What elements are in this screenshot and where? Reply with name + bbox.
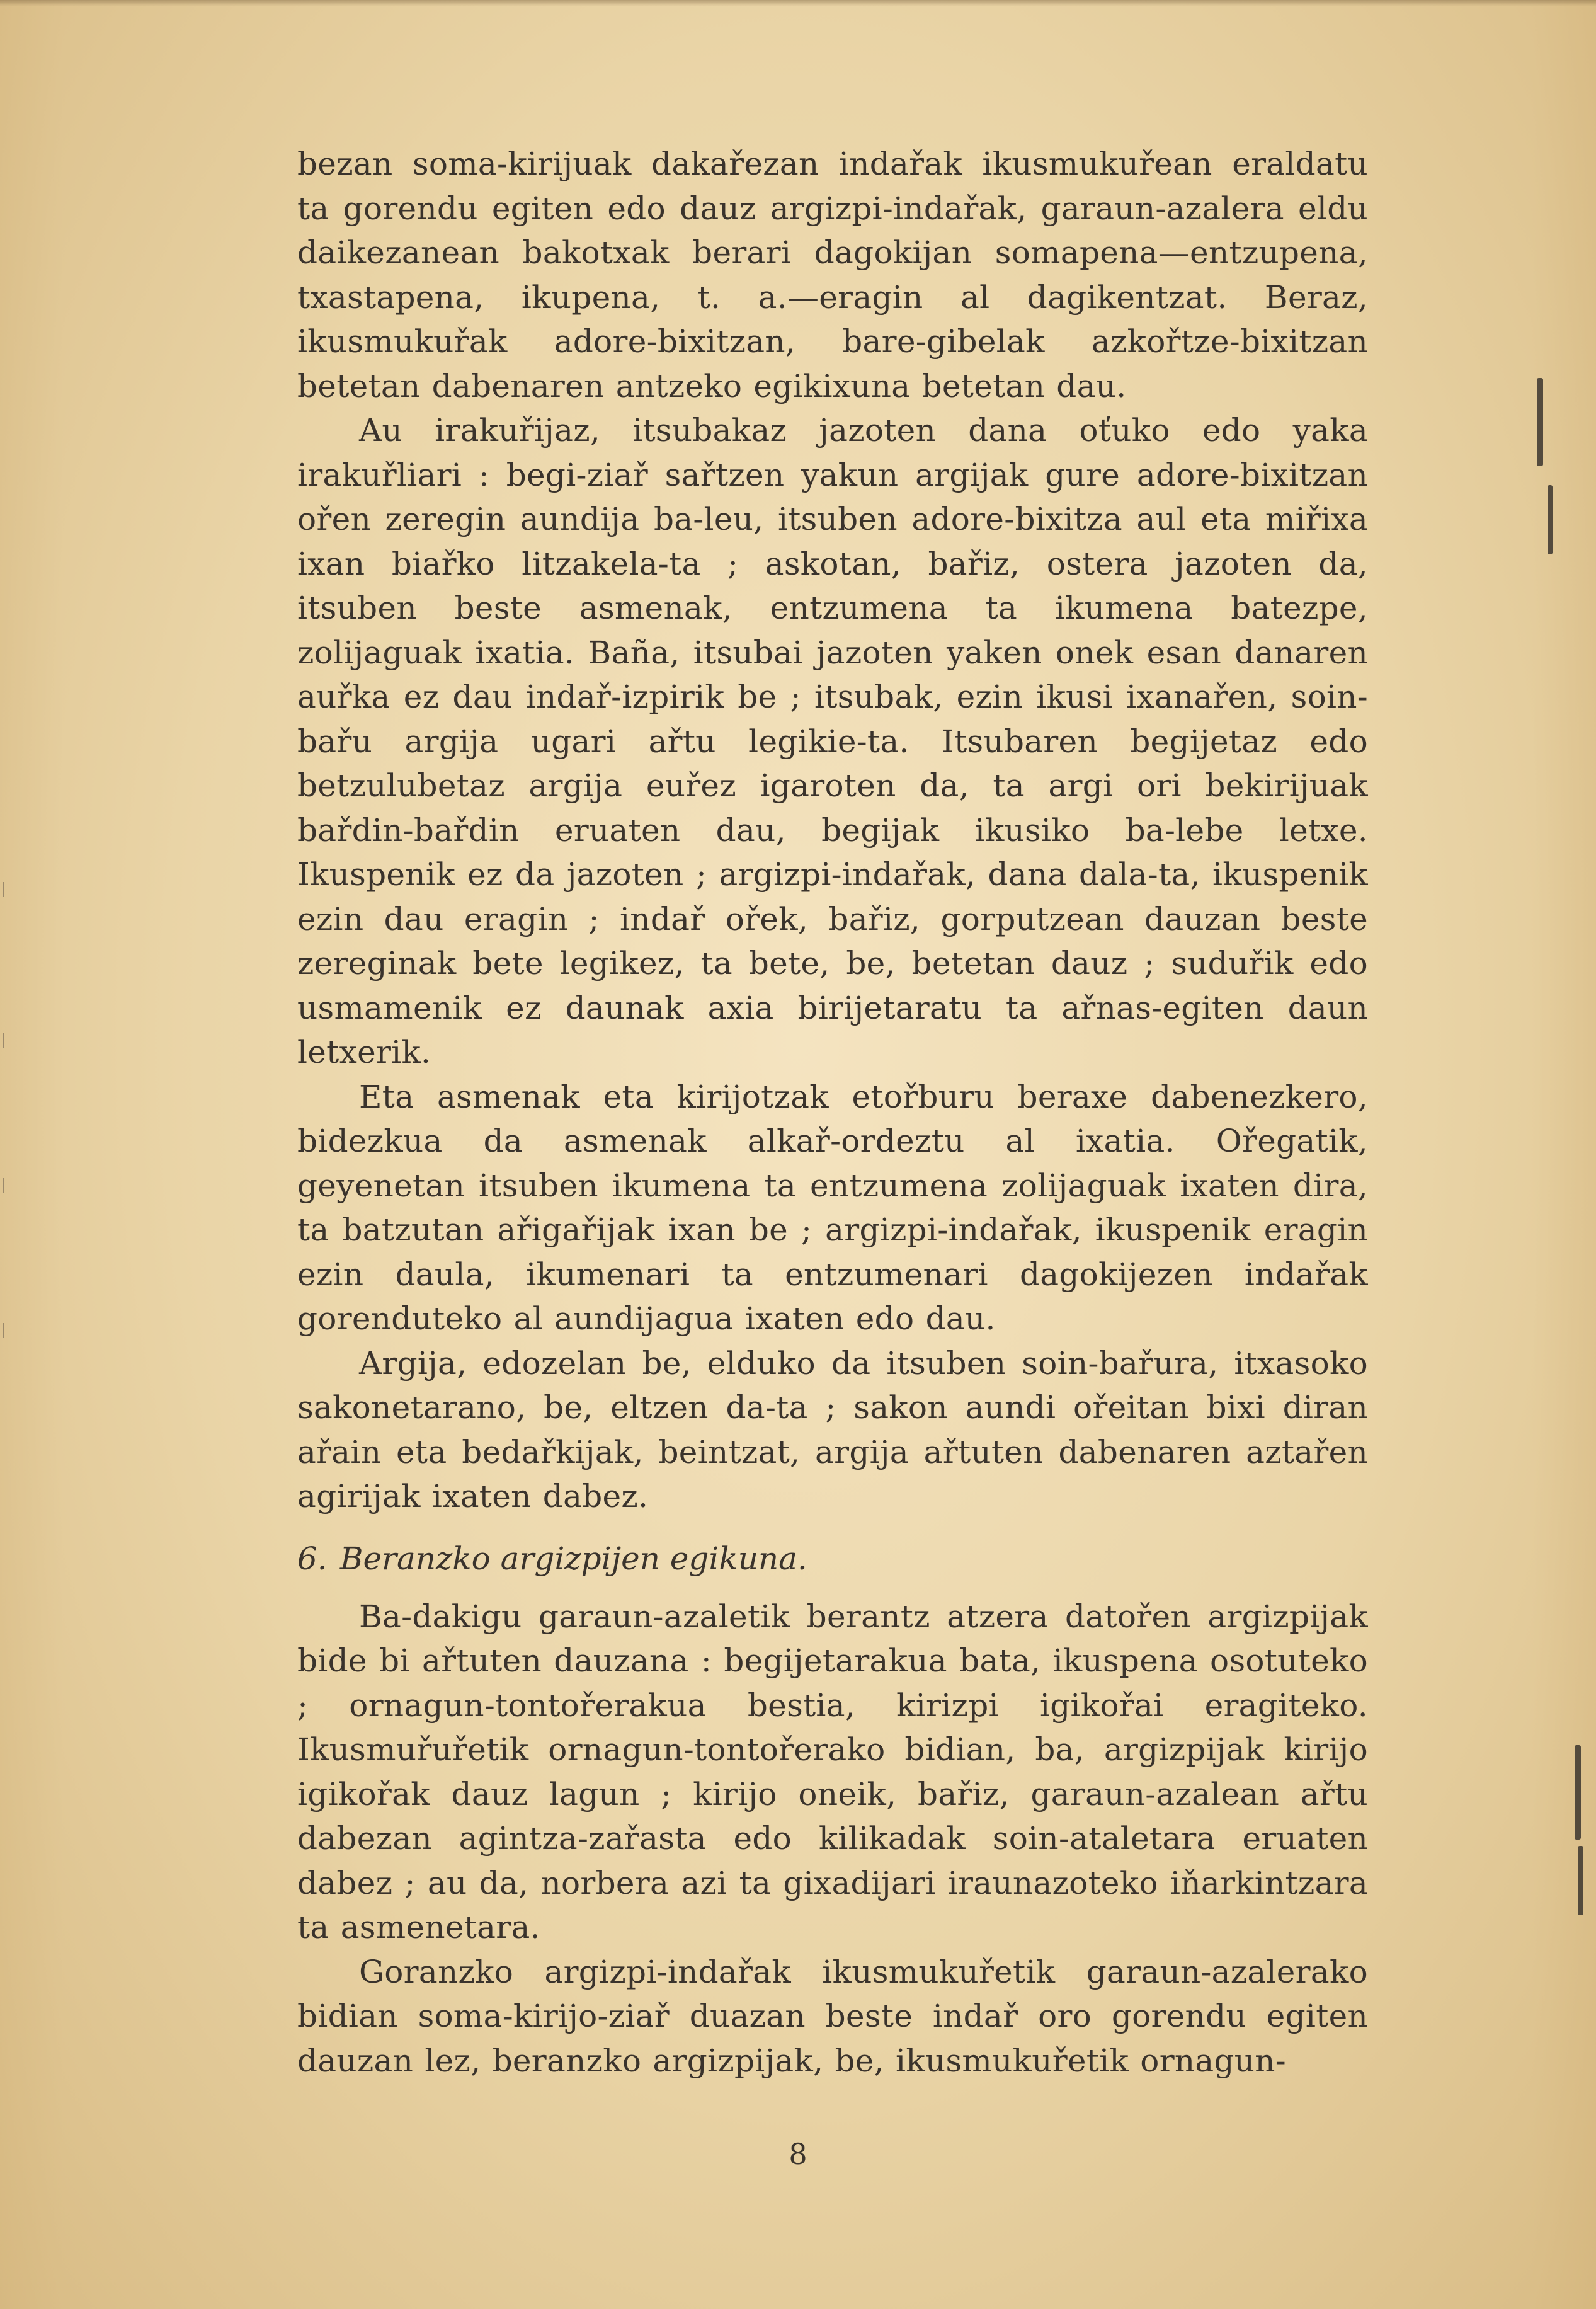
page-number: 8 <box>789 2137 807 2171</box>
margin-tick <box>3 1033 4 1048</box>
paragraph: Au irakuřijaz, itsubakaz jazoten dana oťuko edo yaka irakuřliari : begi-ziař sařtzen yakun argijak gure adore-bixitzan ořen zeregin aundija ba-leu, itsuben adore-bixitza aul eta miřixa ixan biařko litzakela-ta ; askotan, bařiz, ostera jazoten da, itsuben beste asmenak, entzumena ta ikumena batezpe, zolijaguak ixatia. Baña, itsubai jazoten yaken onek esan danaren auřka ez dau indař-izpirik be ; itsubak, ezin ikusi ixanařen, soin-bařu argija ugari ařtu legikie-ta. Itsubaren begijetaz edo betzulubetaz argija euřez igaroten da, ta argi ori bekirijuak bařdin-bařdin eruaten dau, begijak ikusiko ba-lebe letxe. Ikuspenik ez da jazoten ; argizpi-indařak, dana dala-ta, ikuspenik ezin dau eragin ; indař ořek, bařiz, gorputzean dauzan beste zereginak bete legikez, ta bete, be, betetan dauz ; suduřik edo usmamenik ez daunak axia birijetaratu ta ařnas-egiten daun letxerik. <box>297 412 1368 1070</box>
margin-tick <box>3 1178 4 1193</box>
margin-tick <box>3 1323 4 1338</box>
paragraph: Ba-dakigu garaun-azaletik berantz atzera datořen argizpijak bide bi ařtuten dauzana : begijetarakua bata, ikuspena osotuteko ; ornagun-tontořerakua bestia, kirizpi igikořai eragiteko. Ikusmuřuřetik ornagun-tontořerako bidian, ba, argizpijak kirijo igikořak dauz lagun ; kirijo oneik, bařiz, garaun-azalean ařtu dabezan agintza-zařasta edo kilikadak soin-ataletara eruaten dabez ; au da, norbera azi ta gixadijari iraunazoteko iňarkintzara ta asmenetara. <box>297 1598 1368 1945</box>
paragraph: Goranzko argizpi-indařak ikusmukuřetik garaun-azalerako bidian soma-kirijo-ziař duazan beste indař oro gorendu egiten dauzan lez, beranzko argizpijak, be, ikusmukuřetik ornagun- <box>297 1953 1368 2079</box>
section-heading <box>297 1537 1368 1581</box>
section-number: 6. <box>297 1540 328 1577</box>
paragraph: Eta asmenak eta kirijotzak etořburu beraxe dabenezkero, bidezkua da asmenak alkař-ordeztu al ixatia. Ořegatik, geyenetan itsuben ikumena ta entzumena zolijaguak ixaten dira, ta batzutan ařigařijak ixan be ; argizpi-indařak, ikuspenik eragin ezin daula, ikumenari ta entzumenari dagokijezen indařak gorenduteko al aundijagua ixaten edo dau. <box>297 1078 1368 1337</box>
page-top-edge <box>0 0 1596 6</box>
section-title: Beranzko argizpijen egikuna. <box>339 1540 807 1577</box>
margin-tick <box>3 882 4 897</box>
binding-mark <box>1578 1846 1583 1915</box>
binding-mark <box>1575 1745 1581 1840</box>
binding-mark <box>1548 485 1553 554</box>
paragraph: Argija, edozelan be, elduko da itsuben soin-bařura, itxasoko sakonetarano, be, eltzen da-ta ; sakon aundi ořeitan bixi diran ařain eta bedařkijak, beintzat, argija ařtuten dabenaren aztařen agirijak ixaten dabez. <box>297 1344 1368 1515</box>
binding-mark <box>1537 378 1543 466</box>
text-block <box>297 142 1368 2083</box>
paragraph: bezan soma-kirijuak dakařezan indařak ikusmukuřean eraldatu ta gorendu egiten edo dauz argizpi-indařak, garaun-azalera eldu daikezanean bakotxak berari dagokijan somapena—entzupena, txastapena, ikupena, t. a.—eragin al dagikentzat. Beraz, ikusmukuřak adore-bixitzan, bare-gibelak azkořtze-bixitzan betetan dabenaren antzeko egikixuna betetan dau. <box>297 146 1368 404</box>
